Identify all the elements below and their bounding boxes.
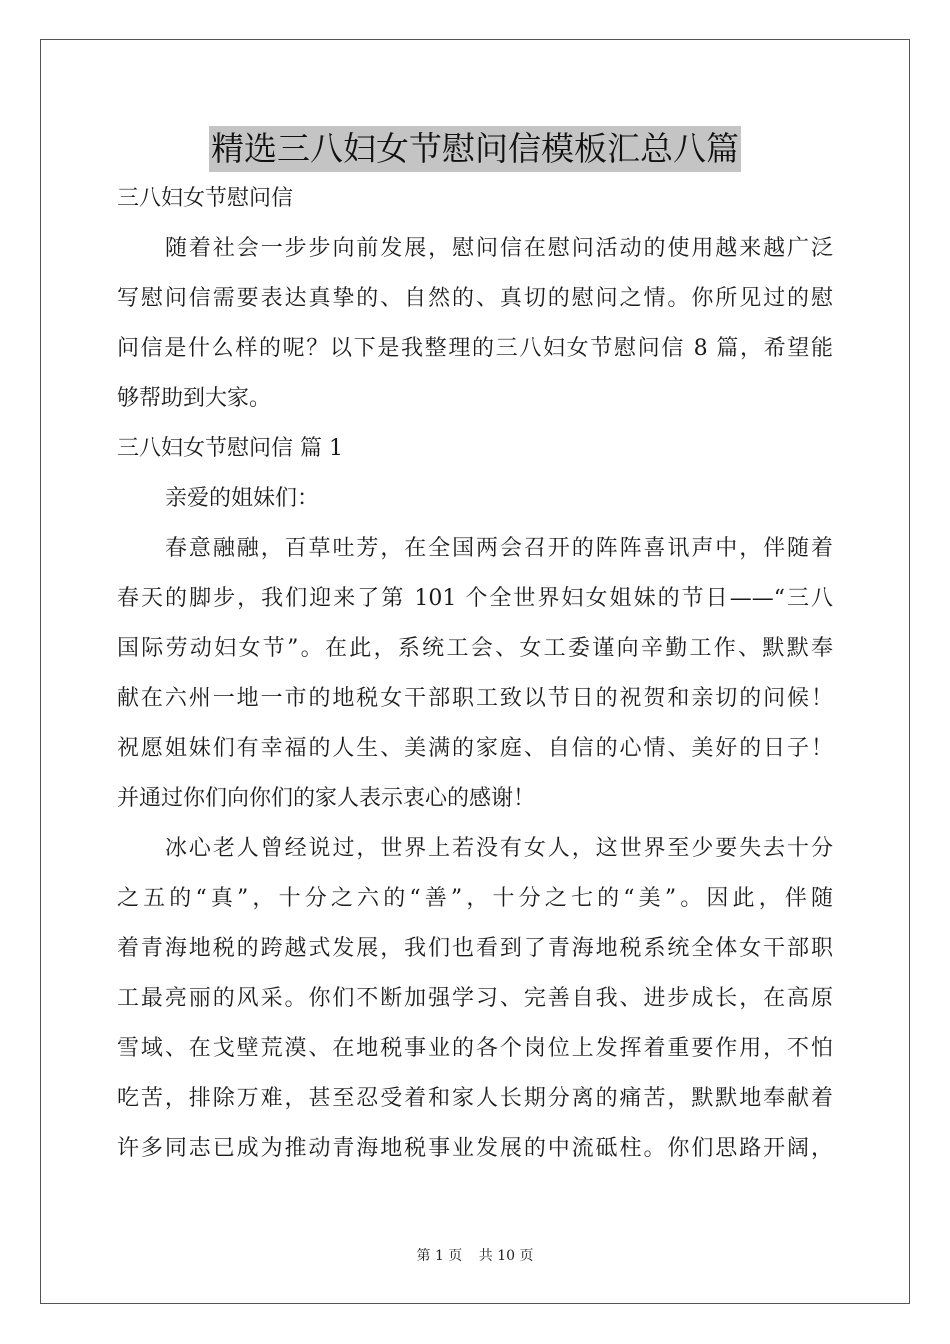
document-title: 精选三八妇女节慰问信模板汇总八篇: [209, 126, 741, 172]
text-line: 着青海地税的跨越式发展，我们也看到了青海地税系统全体女干部职: [117, 936, 833, 961]
text-line: 之五的“真”，十分之六的“善”，十分之七的“美”。因此，伴随: [117, 886, 833, 911]
text-line: 春天的脚步，我们迎来了第 101 个全世界妇女姐妹的节日——“三八: [117, 586, 833, 611]
text-line: 工最亮丽的风采。你们不断加强学习、完善自我、进步成长，在高原: [117, 986, 833, 1011]
text-line: 祝愿姐妹们有幸福的人生、美满的家庭、自信的心情、美好的日子！: [117, 736, 833, 761]
text-line: 三八妇女节慰问信 篇 1: [117, 436, 343, 461]
page-number: 第 1 页: [416, 1248, 463, 1264]
text-line: 写慰问信需要表达真挚的、自然的、真切的慰问之情。你所见过的慰: [117, 286, 833, 311]
text-line: 冰心老人曾经说过，世界上若没有女人，这世界至少要失去十分: [165, 836, 833, 861]
text-line: 春意融融，百草吐芳，在全国两会召开的阵阵喜讯声中，伴随着: [165, 536, 833, 561]
title-container: [0, 126, 950, 172]
text-line: 随着社会一步步向前发展，慰问信在慰问活动的使用越来越广泛: [165, 236, 833, 261]
text-line: 三八妇女节慰问信: [117, 186, 294, 211]
text-line: 许多同志已成为推动青海地税事业发展的中流砥柱。你们思路开阔，: [117, 1136, 833, 1161]
text-line: 吃苦，排除万难，甚至忍受着和家人长期分离的痛苦，默默地奉献着: [117, 1086, 833, 1111]
text-line: 够帮助到大家。: [117, 386, 272, 411]
text-line: 献在六州一地一市的地税女干部职工致以节日的祝贺和亲切的问候！: [117, 686, 833, 711]
text-line: 并通过你们向你们的家人表示衷心的感谢！: [117, 786, 536, 811]
document-body: [117, 174, 833, 1174]
text-line: 问信是什么样的呢？以下是我整理的三八妇女节慰问信 8 篇，希望能: [117, 336, 833, 361]
text-line: 雪域、在戈壁荒漠、在地税事业的各个岗位上发挥着重要作用，不怕: [117, 1036, 833, 1061]
text-line: 国际劳动妇女节”。在此，系统工会、女工委谨向辛勤工作、默默奉: [117, 636, 833, 661]
text-line: 亲爱的姐妹们：: [165, 486, 320, 511]
page-footer: [0, 1245, 950, 1265]
page-total: 共 10 页: [478, 1248, 534, 1264]
